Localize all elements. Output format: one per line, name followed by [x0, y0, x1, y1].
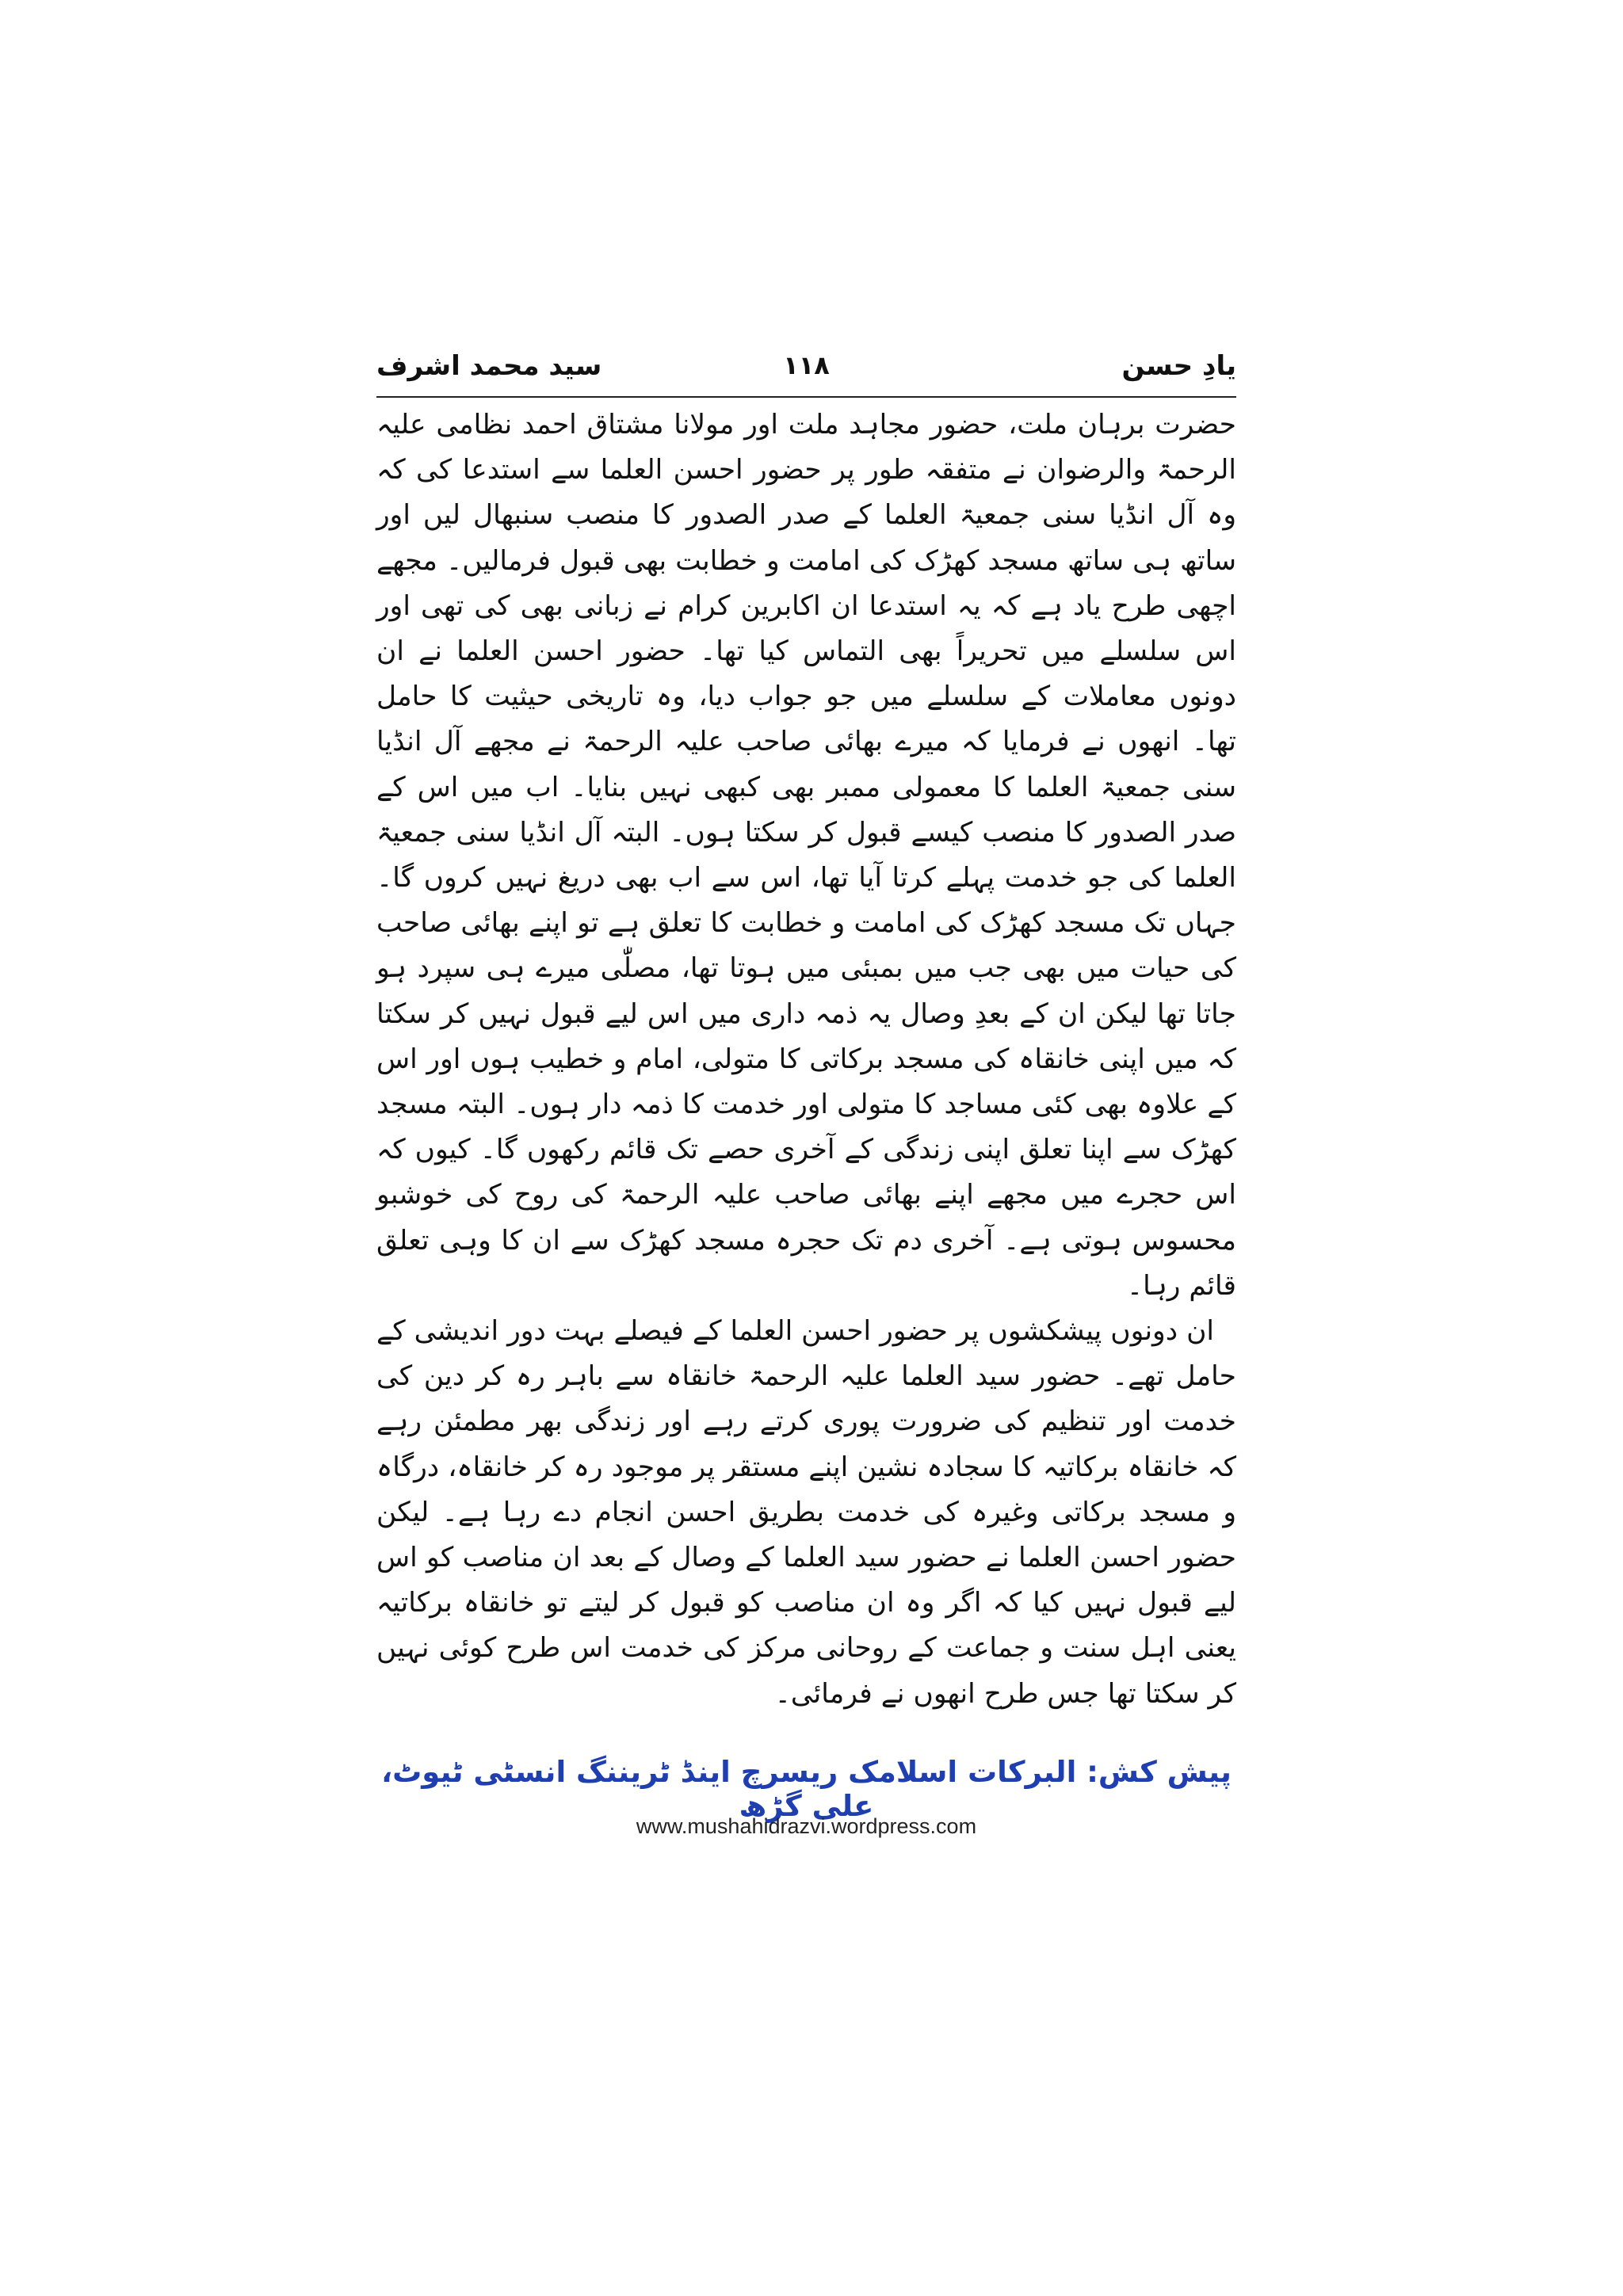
header-divider: [376, 396, 1236, 398]
publisher-credit: پیش کش: البرکات اسلامک ریسرچ اینڈ ٹریننگ انسٹی ٹیوٹ، علی گڑھ: [381, 1755, 1232, 1823]
paragraph-1: حضرت برہان ملت، حضور مجاہد ملت اور مولانا مشتاق احمد نظامی علیہ الرحمۃ والرضوان نے متفقہ طور پر حضور احسن العلما سے استدعا کی کہ وہ آل انڈیا سنی جمعیۃ العلما کے صدر الصدور کا منصب سنبھال لیں اور ساتھ ہی ساتھ مسجد کھڑک کی امامت و خطابت بھی قبول فرمالیں۔ مجھے اچھی طرح یاد ہے کہ یہ استدعا ان اکابرین کرام نے زبانی بھی کی تھی اور اس سلسلے میں تحریراً بھی التماس کیا تھا۔ حضور احسن العلما نے ان دونوں معاملات کے سلسلے میں جو جواب دیا، وہ تاریخی حیثیت کا حامل تھا۔ انھوں نے فرمایا کہ میرے بھائی صاحب علیہ الرحمۃ نے مجھے آل انڈیا سنی جمعیۃ العلما کا معمولی ممبر بھی کبھی نہیں بنایا۔ اب میں اس کے صدر الصدور کا منصب کیسے قبول کر سکتا ہوں۔ البتہ آل انڈیا سنی جمعیۃ العلما کی جو خدمت پہلے کرتا آیا تھا، اس سے اب بھی دریغ نہیں کروں گا۔ جہاں تک مسجد کھڑک کی امامت و خطابت کا تعلق ہے تو اپنے بھائی صاحب کی حیات میں بھی جب میں بمبئی میں ہوتا تھا، مصلّٰی میرے ہی سپرد ہو جاتا تھا لیکن ان کے بعدِ وصال یہ ذمہ داری میں اس لیے قبول نہیں کر سکتا کہ میں اپنی خانقاہ کی مسجد برکاتی کا متولی، امام و خطیب ہوں اور اس کے علاوہ بھی کئی مساجد کا متولی اور خدمت کا ذمہ دار ہوں۔ البتہ مسجد کھڑک سے اپنا تعلق اپنی زندگی کے آخری حصے تک قائم رکھوں گا۔ کیوں کہ اس حجرے میں مجھے اپنے بھائی صاحب علیہ الرحمۃ کی روح کی خوشبو محسوس ہوتی ہے۔ آخری دم تک حجرہ مسجد کھڑک سے ان کا وہی تعلق قائم رہا۔: [376, 409, 1236, 1302]
book-title: یادِ حسن: [1121, 350, 1236, 382]
paragraph-2: ان دونوں پیشکشوں پر حضور احسن العلما کے فیصلے بہت دور اندیشی کے حامل تھے۔ حضور سید العلما علیہ الرحمۃ خانقاہ سے باہر رہ کر دین کی خدمت اور تنظیم کی ضرورت پوری کرتے رہے اور زندگی بھر مطمئن رہے کہ خانقاہ برکاتیہ کا سجادہ نشین اپنے مستقر پر موجود رہ کر خانقاہ، درگاہ و مسجد برکاتی وغیرہ کی خدمت بطریق احسن انجام دے رہا ہے۔ لیکن حضور احسن العلما نے حضور سید العلما کے وصال کے بعد ان مناصب کو اس لیے قبول نہیں کیا کہ اگر وہ ان مناصب کو قبول کر لیتے تو خانقاہ برکاتیہ یعنی اہل سنت و جماعت کے روحانی مرکز کی خدمت اس طرح کوئی نہیں کر سکتا تھا جس طرح انھوں نے فرمائی۔: [376, 1315, 1236, 1710]
website-url[interactable]: www.mushahidrazvi.wordpress.com: [636, 1814, 977, 1838]
page-number: ۱۱۸: [783, 350, 830, 380]
author-name: سید محمد اشرف: [376, 350, 602, 382]
running-header: [376, 349, 1236, 390]
body-text: [376, 402, 1236, 1717]
